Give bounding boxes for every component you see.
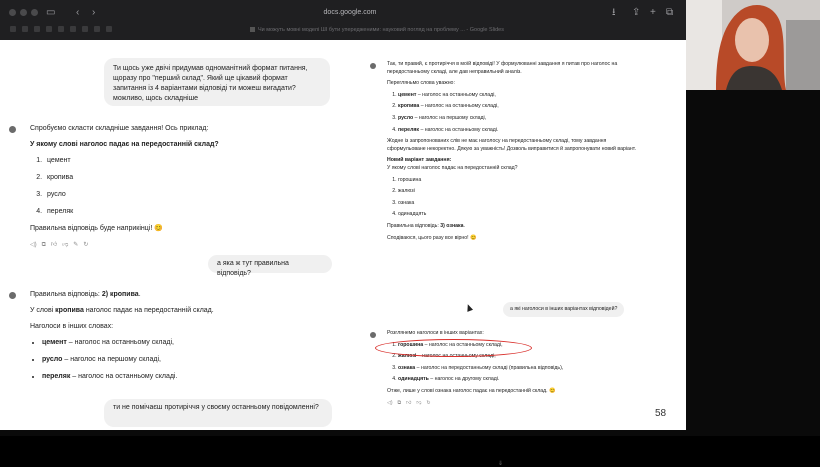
option-item: 2. кропива bbox=[44, 173, 330, 183]
message-text: Сподіваюся, цього разу все вірно! 😊 bbox=[387, 234, 477, 241]
assistant-avatar bbox=[9, 292, 16, 299]
option-item: 3. ознака bbox=[398, 200, 637, 208]
speaker-icon[interactable]: ◁) bbox=[387, 399, 393, 406]
tab-title-text: Чи можуть мовні моделі ШІ бути упередженими: науковий погляд на проблему ... - Google Slides bbox=[258, 27, 504, 33]
message-text: Спробуємо скласти складніше завдання! Ось приклад: bbox=[30, 125, 209, 132]
option-item: 1. цемент bbox=[44, 156, 330, 166]
browser-toolbar bbox=[0, 0, 686, 41]
bookmark-icon[interactable] bbox=[46, 26, 52, 32]
new-tab-icon[interactable]: + bbox=[650, 7, 656, 18]
message-text: Наголоси в інших словах: bbox=[30, 323, 114, 330]
copy-icon[interactable]: ⧉ bbox=[397, 399, 402, 406]
list-item: 4. одинадцять – наголос на другому складі. bbox=[398, 376, 637, 384]
option-item: 2. жалюзі bbox=[398, 188, 637, 196]
forward-icon[interactable]: › bbox=[92, 7, 96, 18]
user-message: Ти щось уже двічі придумав одноманітний формат питання, щоразу про "перший склад". Який ще цікавий формат запитання із 4 варіантами відповіді ти можеш вигадати? можливо, щось складніше bbox=[104, 58, 330, 106]
message-text: Жодне із запропонованих слів не має наголосу на передостанньому складі, тому завдання сформульоване некоректно. Дякую за уважність! Дозволь виправитися й запропонувати новий варіант. bbox=[387, 138, 636, 152]
copy-icon[interactable]: ⧉ bbox=[41, 242, 46, 248]
message-text: Так, ти правий, є протиріччя в моїй відповіді! У формулюванні завдання я питав про наголос на передостанньому складі, але дав неправильний аналіз. bbox=[387, 61, 618, 75]
list-item: 3. русло – наголос на першому складі, bbox=[398, 115, 637, 123]
scroll-down-icon[interactable]: ⇓ bbox=[498, 461, 504, 467]
bookmark-icon[interactable] bbox=[34, 26, 40, 32]
message-text: Правильна відповідь: 3) ознака. bbox=[387, 222, 465, 229]
stress-list bbox=[387, 92, 637, 134]
webcam-video bbox=[686, 0, 820, 90]
message-text: Розглянемо наголоси в інших варіантах: bbox=[387, 330, 484, 336]
assistant-message bbox=[30, 124, 330, 250]
maximize-window-button[interactable] bbox=[31, 9, 38, 16]
list-item: 1. цемент – наголос на останньому складі, bbox=[398, 92, 637, 100]
option-item: 3. русло bbox=[44, 190, 330, 200]
message-question: У якому слові наголос падає на передостанній склад? bbox=[30, 141, 219, 148]
message-question: У якому слові наголос падає на передостанній склад? bbox=[387, 164, 518, 171]
bookmark-icon[interactable] bbox=[106, 26, 112, 32]
minimize-window-button[interactable] bbox=[20, 9, 27, 16]
bookmark-icon[interactable] bbox=[70, 26, 76, 32]
speaker-icon[interactable]: ◁) bbox=[30, 242, 37, 248]
stress-list bbox=[30, 338, 330, 382]
list-item: • русло – наголос на першому складі, bbox=[42, 355, 330, 365]
tab-title[interactable] bbox=[250, 25, 610, 35]
list-item: 4. переляк – наголос на останньому складі. bbox=[398, 127, 637, 135]
assistant-message bbox=[387, 61, 637, 246]
share-icon[interactable]: ⇪ bbox=[632, 7, 641, 18]
right-chat-panel bbox=[345, 40, 686, 430]
message-text: Правильна відповідь: 2) кропива. bbox=[30, 291, 141, 298]
thumbs-down-icon[interactable]: 👎︎ bbox=[416, 399, 422, 406]
regenerate-icon[interactable]: ↻ bbox=[426, 399, 431, 406]
assistant-avatar bbox=[9, 126, 16, 133]
options-list bbox=[30, 156, 330, 217]
message-text: Правильна відповідь буде наприкінці! 😊 bbox=[30, 225, 163, 232]
option-item: 4. одинадцять bbox=[398, 211, 637, 219]
assistant-avatar bbox=[370, 63, 376, 69]
slides-favicon-icon bbox=[250, 27, 255, 32]
bookmark-icon[interactable] bbox=[82, 26, 88, 32]
message-text: Перегляньмо слова уважно: bbox=[387, 80, 455, 87]
sidebar-icon[interactable]: ▭ bbox=[46, 7, 56, 18]
slide-page-number: 58 bbox=[655, 408, 667, 419]
bookmark-icon[interactable] bbox=[58, 26, 64, 32]
thumbs-down-icon[interactable]: 👎︎ bbox=[62, 242, 69, 248]
close-window-button[interactable] bbox=[9, 9, 16, 16]
message-heading: Новий варіант завдання: bbox=[387, 157, 452, 164]
thumbs-up-icon[interactable]: 👍︎ bbox=[406, 399, 412, 406]
user-message: а які наголоси в інших варіантах відповідей? bbox=[503, 302, 624, 317]
user-message: ти не помічаєш протиріччя у своєму останньому повідомленні? bbox=[104, 399, 332, 427]
list-item: • цемент – наголос на останньому складі, bbox=[42, 338, 330, 348]
bookmark-icon[interactable] bbox=[22, 26, 28, 32]
option-item: 4. переляк bbox=[44, 207, 330, 217]
thumbs-up-icon[interactable]: 👍︎ bbox=[50, 242, 58, 248]
bookmark-icon[interactable] bbox=[10, 26, 16, 32]
assistant-avatar bbox=[370, 332, 376, 338]
list-item: 2. жалюзі – наголос на останньому складі, bbox=[398, 353, 637, 361]
left-chat-panel bbox=[0, 40, 345, 430]
download-icon[interactable]: ⭳ bbox=[612, 7, 616, 18]
list-item: 1. горошина – наголос на останньому складі, bbox=[398, 342, 637, 350]
message-text: У слові кропива наголос падає на передостанній склад. bbox=[30, 307, 214, 314]
list-item: • переляк – наголос на останньому складі. bbox=[42, 372, 330, 382]
options-list bbox=[387, 177, 637, 219]
bookmark-icon[interactable] bbox=[94, 26, 100, 32]
address-bar[interactable]: docs.google.com bbox=[323, 9, 377, 16]
assistant-message bbox=[30, 290, 330, 389]
window-controls bbox=[9, 9, 38, 16]
regenerate-icon[interactable]: ↻ bbox=[83, 242, 89, 248]
tab-overview-icon[interactable]: ⧉ bbox=[666, 7, 674, 18]
edit-icon[interactable]: ✎ bbox=[73, 242, 79, 248]
message-text: Отже, лише у слові ознака наголос падає на передостанній склад. 😊 bbox=[387, 387, 556, 394]
option-item: 1. горошина bbox=[398, 177, 637, 185]
message-actions bbox=[30, 240, 330, 250]
list-item: 3. ознака – наголос на передостанньому складі (правильна відповідь), bbox=[398, 365, 637, 373]
highlight-annotation bbox=[375, 339, 532, 357]
message-actions bbox=[387, 400, 637, 408]
presenter-image bbox=[686, 0, 820, 90]
back-icon[interactable]: ‹ bbox=[76, 7, 80, 18]
presentation-slide bbox=[0, 40, 686, 467]
list-item: 2. кропива – наголос на останньому складі, bbox=[398, 103, 637, 111]
user-message: а яка ж тут правильна відповідь? bbox=[208, 255, 332, 273]
